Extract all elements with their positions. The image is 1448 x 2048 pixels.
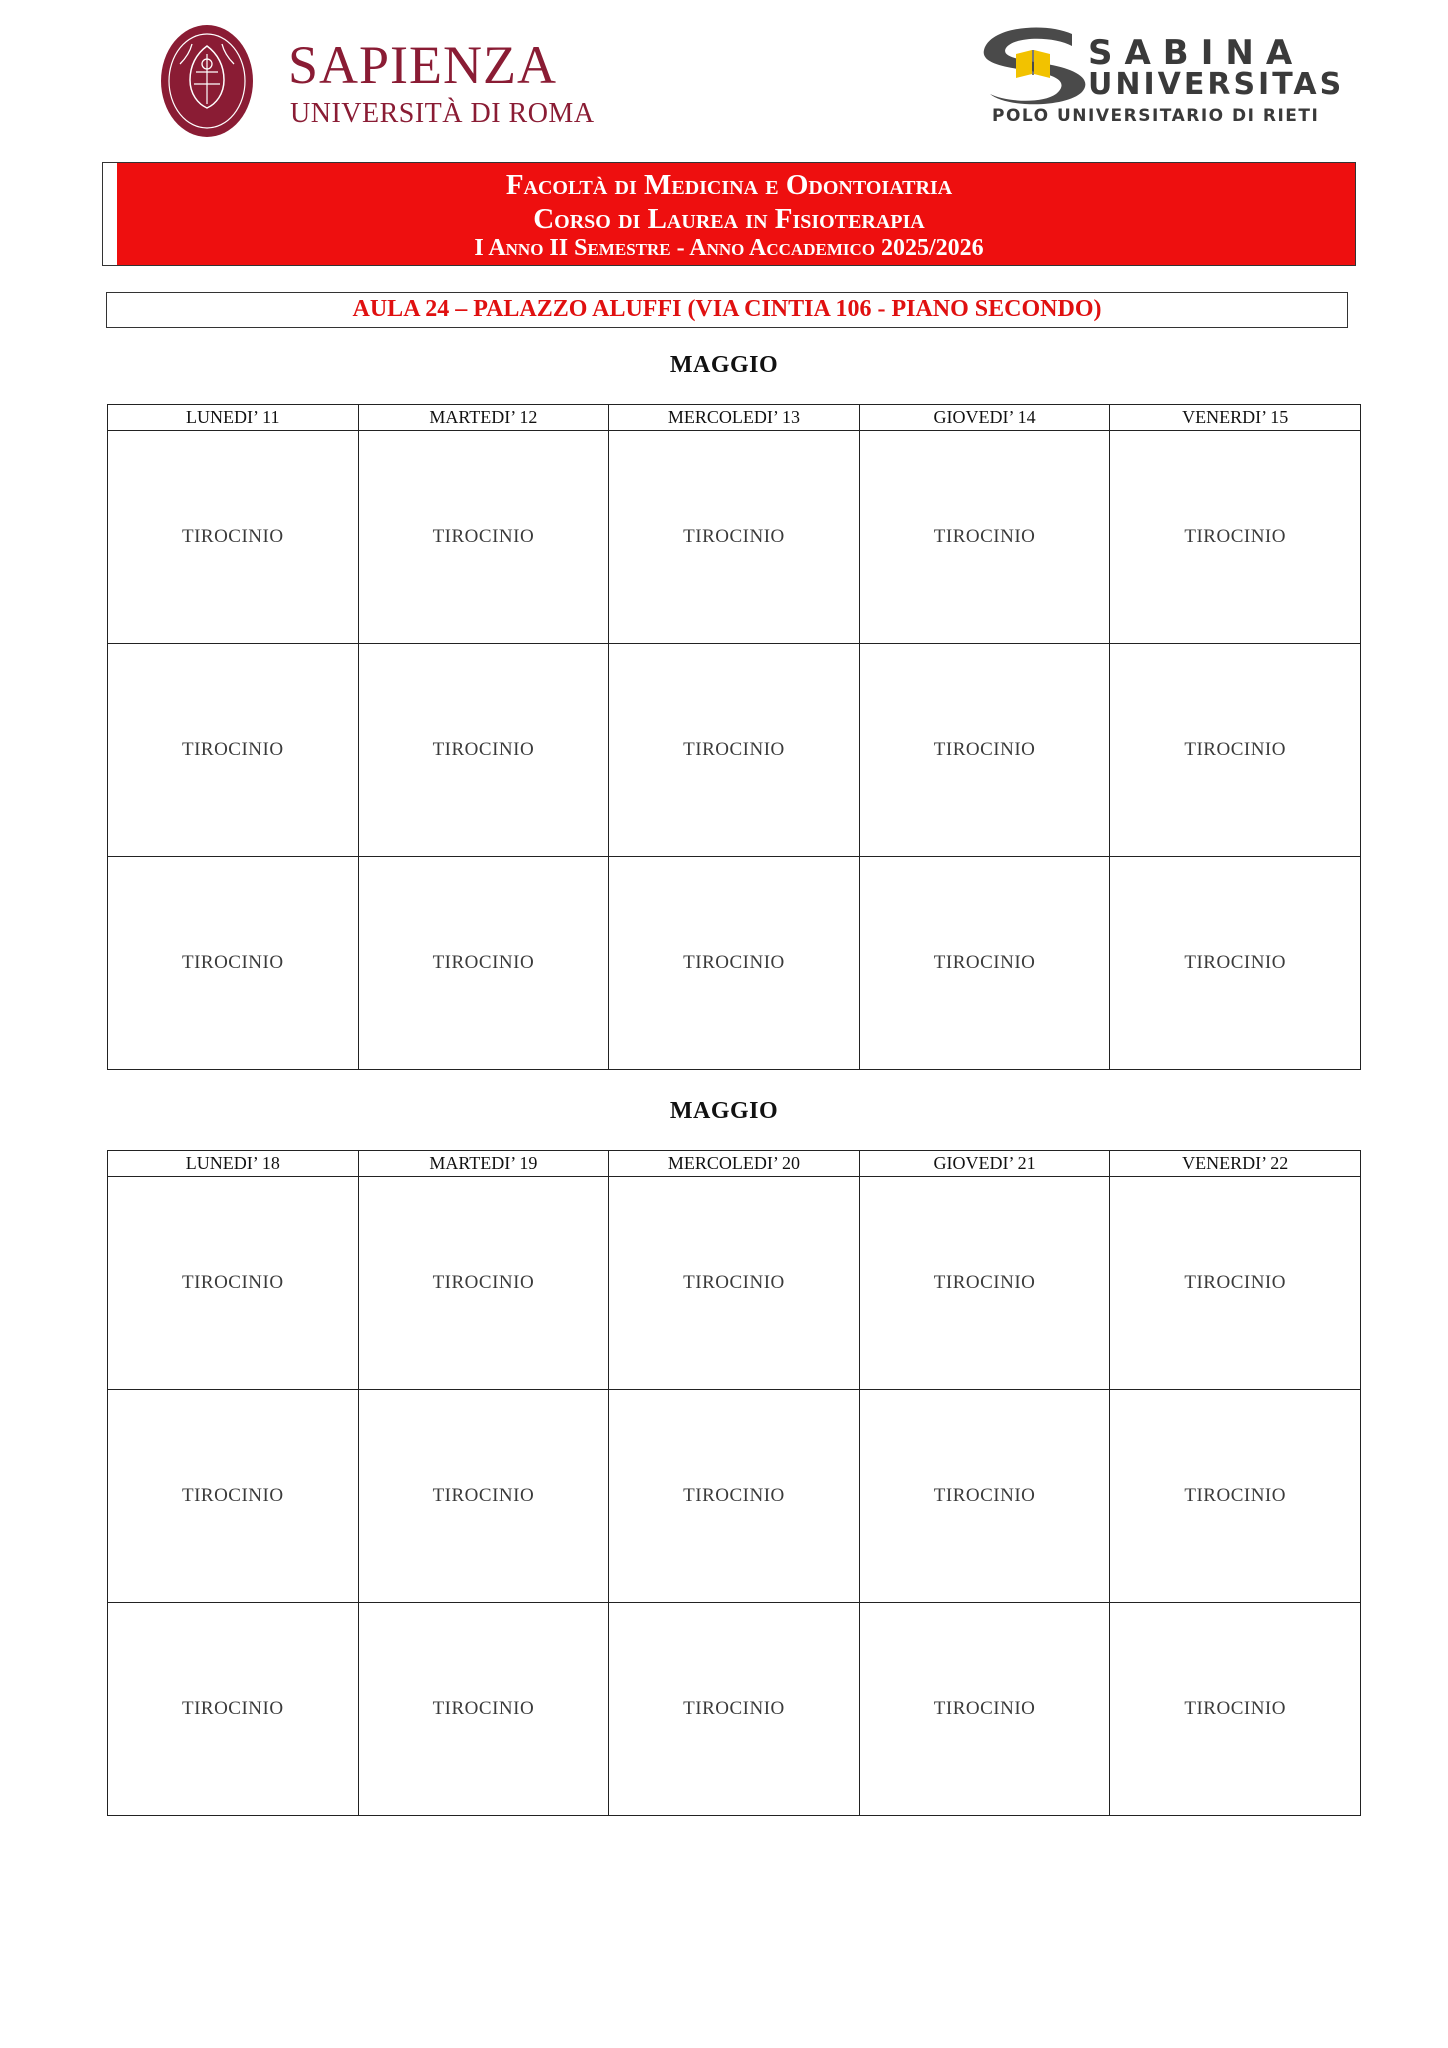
- day-header-row: [108, 1151, 1361, 1177]
- schedule-cell: TIROCINIO: [859, 431, 1110, 644]
- schedule-cell: TIROCINIO: [859, 1177, 1110, 1390]
- schedule-cell: TIROCINIO: [108, 1390, 359, 1603]
- day-header: MERCOLEDI’ 20: [609, 1151, 860, 1177]
- sabina-book-icon: [976, 24, 1094, 108]
- schedule-cell: TIROCINIO: [358, 857, 609, 1070]
- schedule-cell: TIROCINIO: [859, 857, 1110, 1070]
- schedule-cell: TIROCINIO: [358, 431, 609, 644]
- day-header: VENERDI’ 15: [1110, 405, 1361, 431]
- schedule-cell: TIROCINIO: [609, 431, 860, 644]
- month-heading: MAGGIO: [669, 352, 779, 378]
- schedule-row: [108, 644, 1361, 857]
- day-header: MERCOLEDI’ 13: [609, 405, 860, 431]
- day-header: GIOVEDI’ 14: [859, 405, 1110, 431]
- faculty-title: Facoltà di Medicina e Odontoiatria: [505, 169, 953, 201]
- schedule-cell: TIROCINIO: [859, 1390, 1110, 1603]
- week-schedule-table: [107, 404, 1361, 1070]
- faculty-banner: [102, 162, 1356, 266]
- day-header-row: [108, 405, 1361, 431]
- schedule-row: [108, 1603, 1361, 1816]
- schedule-cell: TIROCINIO: [1110, 857, 1361, 1070]
- schedule-row: [108, 857, 1361, 1070]
- schedule-cell: TIROCINIO: [859, 644, 1110, 857]
- academic-year: I Anno II Semestre - Anno Accademico 2025/2026: [474, 235, 984, 261]
- day-header: MARTEDI’ 19: [358, 1151, 609, 1177]
- schedule-cell: TIROCINIO: [108, 1603, 359, 1816]
- sabina-tagline: POLO UNIVERSITARIO DI RIETI: [992, 106, 1320, 126]
- month-heading: MAGGIO: [669, 1098, 779, 1124]
- schedule-cell: TIROCINIO: [108, 644, 359, 857]
- day-header: VENERDI’ 22: [1110, 1151, 1361, 1177]
- sabina-universitas-logo: [976, 24, 1345, 134]
- room-location: AULA 24 – PALAZZO ALUFFI (VIA CINTIA 106 - PIANO SECONDO): [106, 292, 1348, 328]
- sapienza-logo: [160, 24, 595, 144]
- sapienza-seal-icon: [160, 24, 254, 138]
- schedule-row: [108, 1177, 1361, 1390]
- schedule-cell: TIROCINIO: [1110, 1177, 1361, 1390]
- schedule-cell: TIROCINIO: [1110, 431, 1361, 644]
- schedule-cell: TIROCINIO: [859, 1603, 1110, 1816]
- schedule-cell: TIROCINIO: [358, 1390, 609, 1603]
- sapienza-name: SAPIENZA: [288, 35, 558, 95]
- schedule-cell: TIROCINIO: [1110, 1390, 1361, 1603]
- schedule-cell: TIROCINIO: [609, 857, 860, 1070]
- schedule-cell: TIROCINIO: [358, 644, 609, 857]
- schedule-cell: TIROCINIO: [1110, 644, 1361, 857]
- schedule-cell: TIROCINIO: [108, 857, 359, 1070]
- schedule-row: [108, 1390, 1361, 1603]
- day-header: MARTEDI’ 12: [358, 405, 609, 431]
- schedule-cell: TIROCINIO: [358, 1603, 609, 1816]
- schedule-cell: TIROCINIO: [609, 644, 860, 857]
- schedule-cell: TIROCINIO: [609, 1603, 860, 1816]
- sabina-name: SABINA: [1088, 33, 1305, 73]
- sabina-subname: UNIVERSITAS: [1088, 67, 1345, 102]
- schedule-row: [108, 431, 1361, 644]
- day-header: GIOVEDI’ 21: [859, 1151, 1110, 1177]
- day-header: LUNEDI’ 18: [108, 1151, 359, 1177]
- course-title: Corso di Laurea in Fisioterapia: [533, 203, 925, 235]
- day-header: LUNEDI’ 11: [108, 405, 359, 431]
- schedule-cell: TIROCINIO: [609, 1177, 860, 1390]
- schedule-cell: TIROCINIO: [108, 431, 359, 644]
- schedule-cell: TIROCINIO: [609, 1390, 860, 1603]
- schedule-cell: TIROCINIO: [358, 1177, 609, 1390]
- sapienza-subtitle: UNIVERSITÀ DI ROMA: [290, 98, 595, 129]
- week-schedule-table: [107, 1150, 1361, 1816]
- schedule-cell: TIROCINIO: [1110, 1603, 1361, 1816]
- schedule-cell: TIROCINIO: [108, 1177, 359, 1390]
